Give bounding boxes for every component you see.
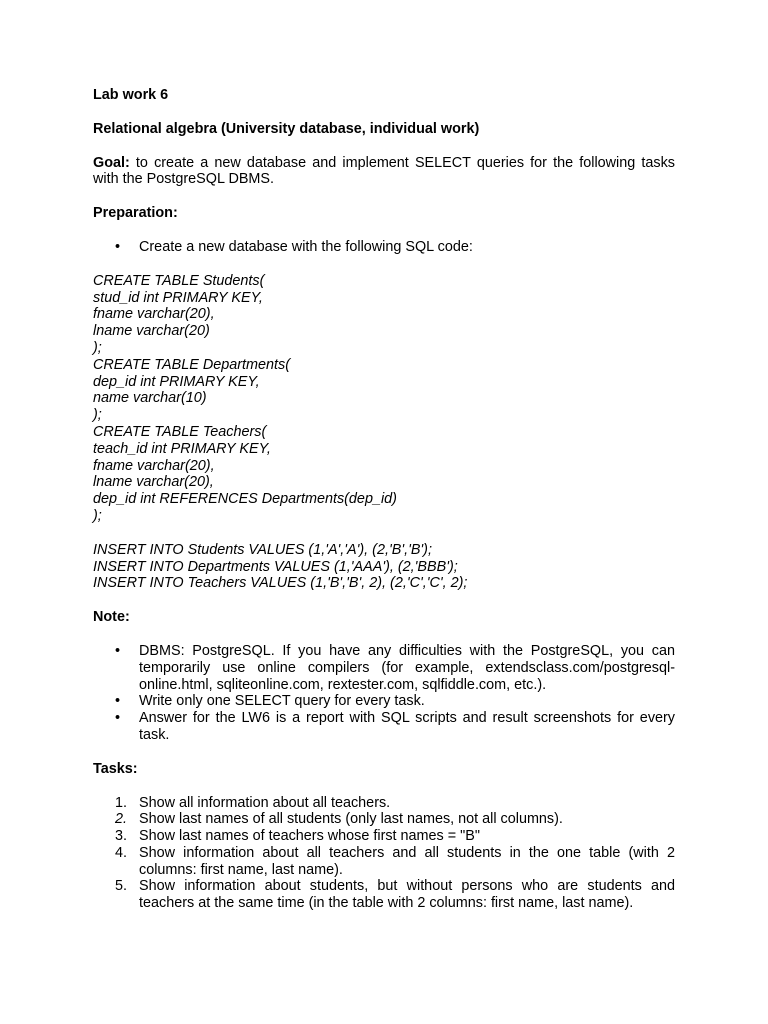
sql-line: CREATE TABLE Students(	[93, 272, 265, 289]
document-title: Lab work 6	[93, 87, 169, 103]
task-item	[93, 811, 675, 828]
task-number: 3.	[115, 828, 128, 845]
sql-line: );	[93, 507, 102, 524]
sql-line: CREATE TABLE Departments(	[93, 356, 290, 373]
sql-line: );	[93, 407, 102, 424]
note-item-text: Answer for the LW6 is a report with SQL scripts and result screenshots for every task.	[139, 710, 675, 743]
sql-insert-line: INSERT INTO Departments VALUES (1,'AAA'), (2,'BBB');	[93, 558, 458, 575]
task-text: Show last names of teachers whose first names = "B"	[139, 828, 480, 845]
sql-insert-line: INSERT INTO Teachers VALUES (1,'B','B', 2), (2,'C','C', 2);	[93, 575, 468, 592]
note-item-text: DBMS: PostgreSQL. If you have any difficulties with the PostgreSQL, you can temporarily use online compilers (for example, extendsclass.com/postgresql-online.html, sqliteonline.com, rextester.com, sqlfiddle.com, etc.).	[139, 642, 675, 693]
tasks-list	[93, 795, 675, 913]
task-text: Show all information about all teachers.	[139, 794, 391, 811]
sql-line: CREATE TABLE Teachers(	[93, 423, 267, 440]
task-text: Show information about all teachers and all students in the one table (with 2 columns: first name, last name).	[139, 844, 675, 878]
task-item	[93, 795, 675, 812]
bullet-mark: •	[115, 642, 121, 659]
preparation-list	[93, 239, 675, 256]
goal-text: to create a new database and implement SELECT queries for the following tasks with the PostgreSQL DBMS.	[93, 154, 675, 188]
task-number: 4.	[115, 844, 128, 861]
note-item	[93, 710, 675, 744]
tasks-heading: Tasks:	[93, 760, 138, 777]
task-number: 5.	[115, 878, 128, 895]
bullet-mark: •	[115, 238, 121, 255]
sql-line: );	[93, 339, 102, 356]
document-page	[93, 87, 675, 912]
sql-insert-block	[93, 542, 675, 592]
sql-line: dep_id int PRIMARY KEY,	[93, 373, 260, 390]
sql-line: fname varchar(20),	[93, 306, 215, 323]
document-subtitle: Relational algebra (University database, individual work)	[93, 120, 480, 137]
sql-line: teach_id int PRIMARY KEY,	[93, 440, 271, 457]
task-text: Show last names of all students (only last names, not all columns).	[139, 811, 563, 828]
sql-line: lname varchar(20),	[93, 474, 214, 491]
preparation-heading: Preparation:	[93, 205, 178, 222]
sql-insert-line: INSERT INTO Students VALUES (1,'A','A'), (2,'B','B');	[93, 541, 432, 558]
sql-line: name varchar(10)	[93, 390, 207, 407]
task-item	[93, 878, 675, 912]
note-item	[93, 693, 675, 710]
task-number: 1.	[115, 794, 128, 811]
note-heading: Note:	[93, 609, 130, 626]
task-item	[93, 828, 675, 845]
sql-line: stud_id int PRIMARY KEY,	[93, 289, 263, 306]
sql-line: dep_id int REFERENCES Departments(dep_id)	[93, 491, 397, 508]
note-item	[93, 643, 675, 693]
goal-label: Goal:	[93, 154, 130, 171]
note-list	[93, 643, 675, 744]
goal-paragraph	[93, 155, 675, 189]
bullet-mark: •	[115, 693, 121, 710]
task-item	[93, 845, 675, 879]
preparation-bullet-text: Create a new database with the following SQL code:	[139, 238, 473, 255]
preparation-bullet	[93, 239, 675, 256]
sql-line: fname varchar(20),	[93, 457, 215, 474]
note-item-text: Write only one SELECT query for every task.	[139, 693, 425, 710]
sql-create-block	[93, 273, 675, 525]
task-number: 2.	[115, 811, 128, 828]
task-text: Show information about students, but without persons who are students and teachers at the same time (in the table with 2 columns: first name, last name).	[139, 878, 675, 912]
sql-line: lname varchar(20)	[93, 323, 210, 340]
bullet-mark: •	[115, 710, 121, 727]
